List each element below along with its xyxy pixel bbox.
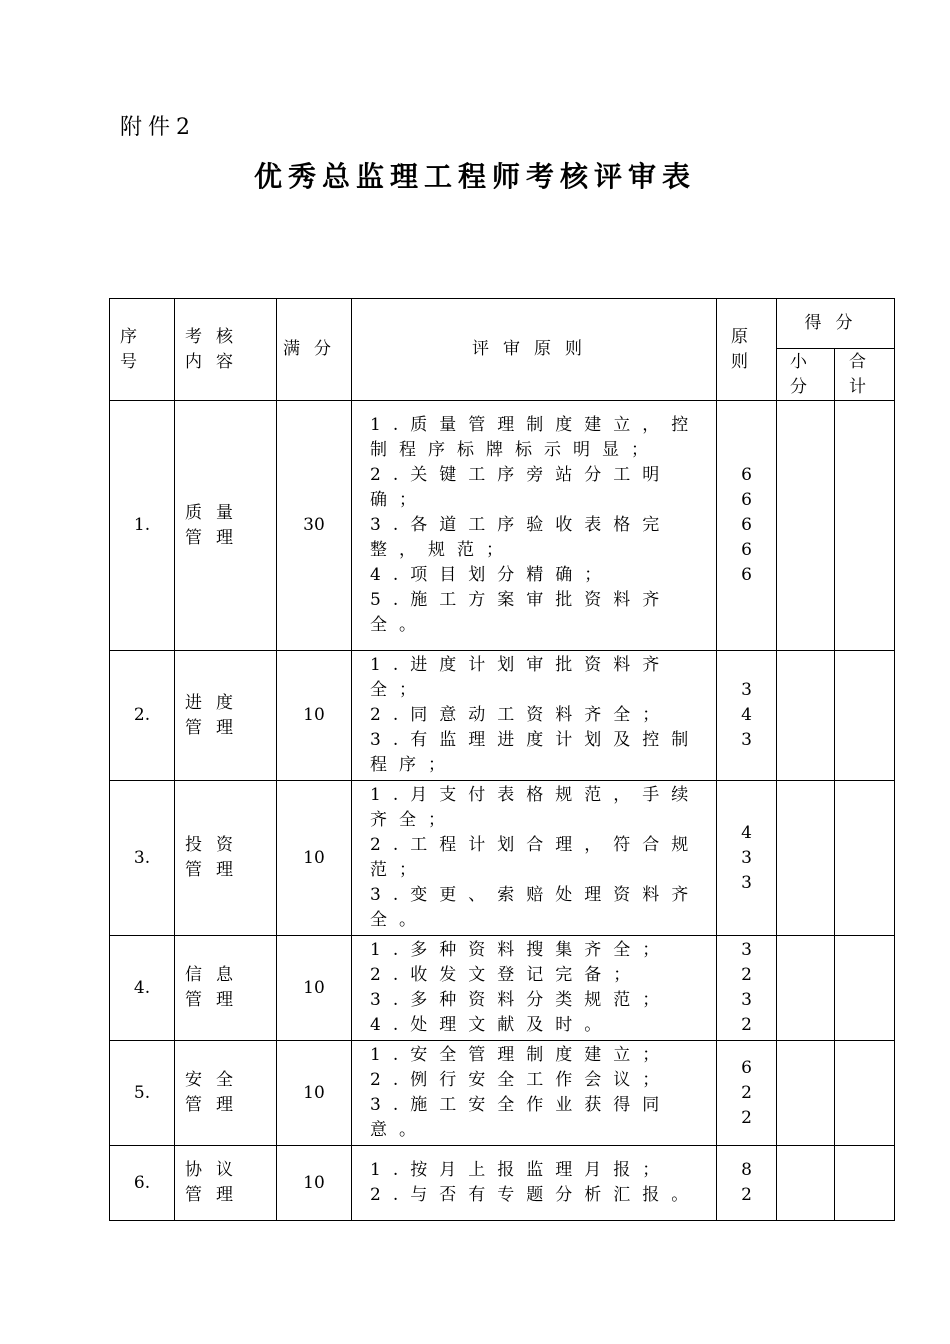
row-content: 进度管理 [175,651,277,781]
row-seq: 1. [110,401,175,651]
row-seq: 3. [110,781,175,936]
attachment-label: 附件2 [120,115,196,140]
header-principle: 原则 [717,299,777,401]
row-full-score: 10 [277,781,352,936]
row-subtotal-cell[interactable] [777,781,835,936]
row-full-score: 30 [277,401,352,651]
document-title: 优秀总监理工程师考核评审表 [253,160,696,193]
row-criteria: 1.质量管理制度建立，控制程序标牌标示明显； 2.关键工序旁站分工明确； 3.各道工序验收表格完整，规范； 4.项目划分精确； 5.施工方案审批资料齐全。 [352,401,717,651]
row-seq: 6. [110,1146,175,1221]
row-content: 质量管理 [175,401,277,651]
header-content: 考核内容 [175,299,277,401]
row-criteria: 1.多种资料搜集齐全； 2.收发文登记完备； 3.多种资料分类规范； 4.处理文献及时。 [352,936,717,1041]
review-table [109,298,895,1221]
row-full-score: 10 [277,1146,352,1221]
row-principle: 8 2 [717,1146,777,1221]
row-total-cell[interactable] [835,401,895,651]
row-total-cell[interactable] [835,1146,895,1221]
row-content: 投资管理 [175,781,277,936]
row-criteria: 1.进度计划审批资料齐全； 2.同意动工资料齐全； 3.有监理进度计划及控制程序； [352,651,717,781]
table-row [110,1146,895,1221]
row-content: 安全管理 [175,1041,277,1146]
header-score: 得分 [777,299,895,349]
row-seq: 2. [110,651,175,781]
row-seq: 4. [110,936,175,1041]
header-criteria: 评审原则 [352,299,717,401]
row-criteria: 1.安全管理制度建立； 2.例行安全工作会议； 3.施工安全作业获得同意。 [352,1041,717,1146]
row-principle: 3 2 3 2 [717,936,777,1041]
row-content: 信息管理 [175,936,277,1041]
table-row [110,651,895,781]
header-subtotal: 小分 [777,349,835,401]
table-row [110,401,895,651]
table-row [110,1041,895,1146]
row-total-cell[interactable] [835,651,895,781]
header-seq: 序号 [110,299,175,401]
row-principle: 3 4 3 [717,651,777,781]
table-row [110,936,895,1041]
row-principle: 6 6 6 6 6 [717,401,777,651]
row-total-cell[interactable] [835,1041,895,1146]
row-subtotal-cell[interactable] [777,1041,835,1146]
row-full-score: 10 [277,651,352,781]
row-principle: 6 2 2 [717,1041,777,1146]
row-subtotal-cell[interactable] [777,1146,835,1221]
table-row [110,781,895,936]
header-full-score: 满分 [277,299,352,401]
row-full-score: 10 [277,1041,352,1146]
row-total-cell[interactable] [835,781,895,936]
row-content: 协议管理 [175,1146,277,1221]
row-criteria: 1.按月上报监理月报； 2.与否有专题分析汇报。 [352,1146,717,1221]
row-seq: 5. [110,1041,175,1146]
header-total: 合计 [835,349,895,401]
row-total-cell[interactable] [835,936,895,1041]
row-full-score: 10 [277,936,352,1041]
row-subtotal-cell[interactable] [777,651,835,781]
row-principle: 4 3 3 [717,781,777,936]
row-subtotal-cell[interactable] [777,401,835,651]
row-subtotal-cell[interactable] [777,936,835,1041]
row-criteria: 1.月支付表格规范，手续齐全； 2.工程计划合理，符合规范； 3.变更、索赔处理资料齐全。 [352,781,717,936]
